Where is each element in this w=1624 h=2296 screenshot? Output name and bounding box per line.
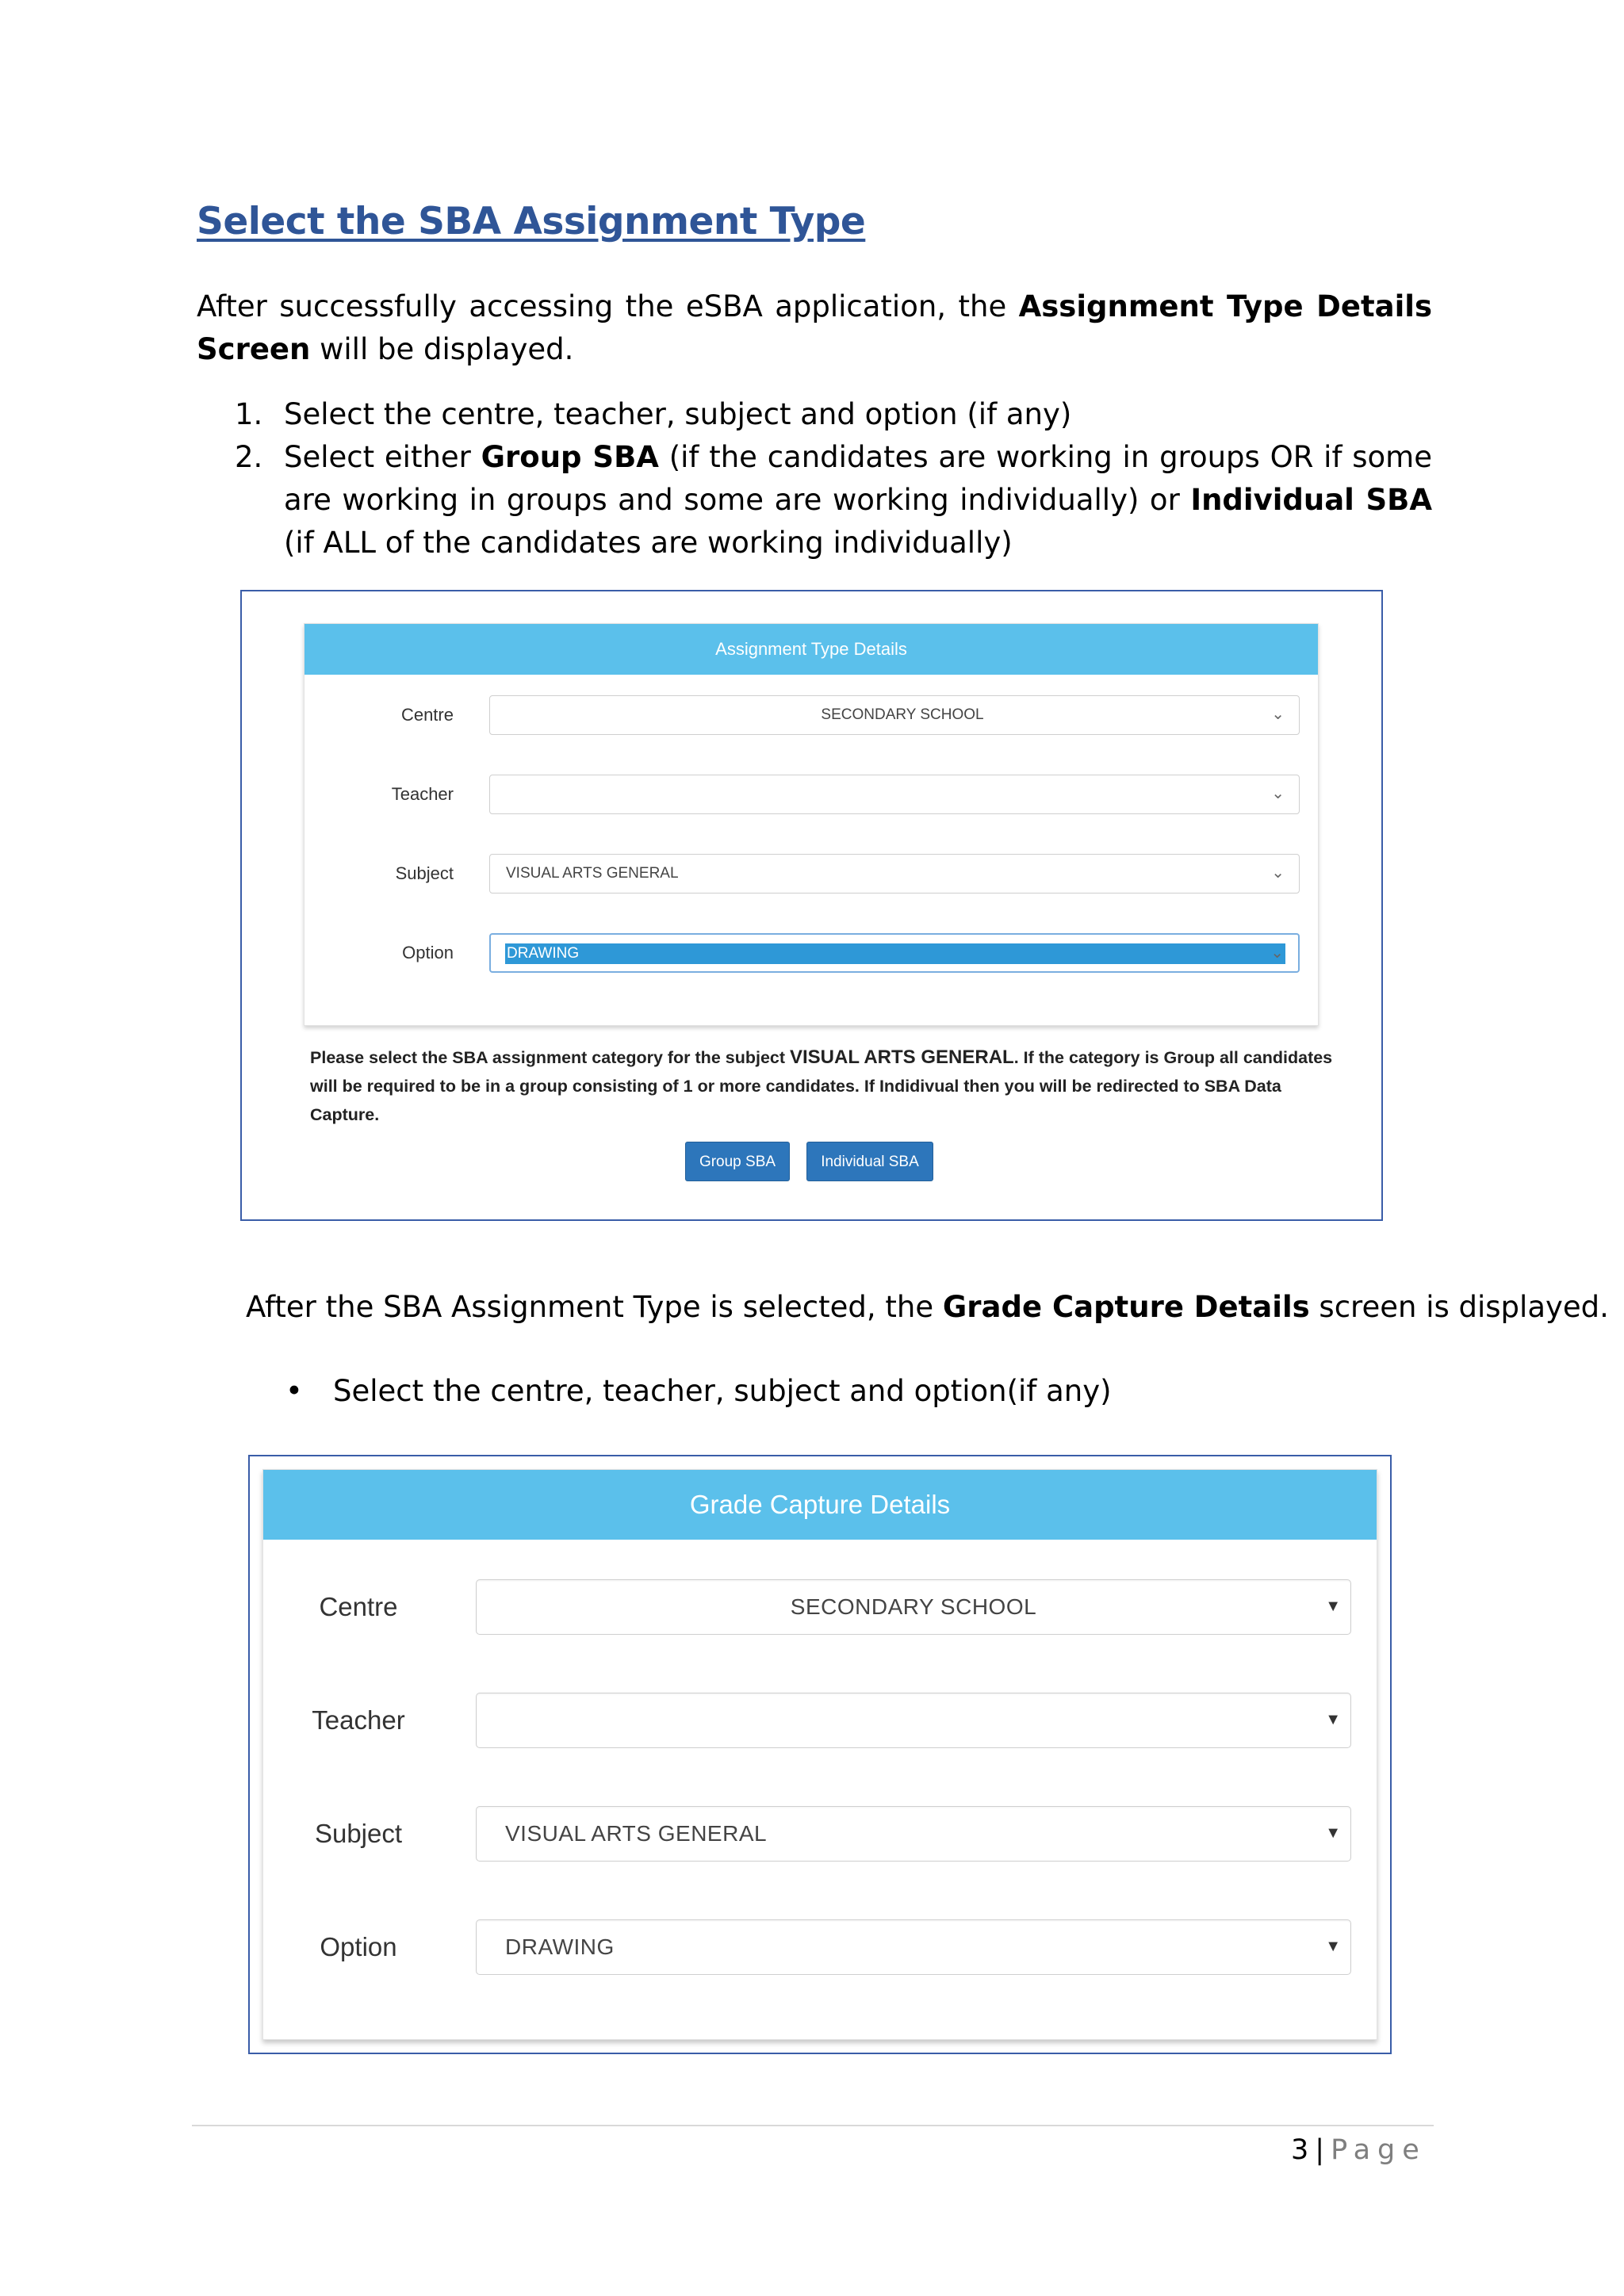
page-label: Page [1331, 2134, 1427, 2166]
step-2-bold-2: Individual SBA [1190, 483, 1433, 517]
step-1-number: 1. [235, 397, 263, 431]
subject-row [304, 854, 1318, 894]
assignment-type-panel [304, 623, 1319, 1026]
caret-down-icon: ▼ [1325, 1824, 1341, 1842]
gc-teacher-row [263, 1693, 1377, 1748]
centre-row [304, 695, 1318, 735]
gc-centre-label: Centre [319, 1592, 398, 1621]
gc-teacher-value [477, 1708, 505, 1732]
teacher-row [304, 775, 1318, 814]
centre-select[interactable] [489, 695, 1300, 735]
gc-teacher-select[interactable] [476, 1693, 1351, 1748]
gc-subject-row [263, 1806, 1377, 1862]
step-2-text-2: (if the candidates are working in groups OR if some are working in groups and some are working individually) or [284, 440, 1432, 517]
gc-subject-label: Subject [314, 1819, 403, 1848]
group-sba-button[interactable]: Group SBA [685, 1142, 790, 1181]
caret-down-icon: ▼ [1325, 1938, 1341, 1955]
page-footer [1291, 2130, 1427, 2171]
option-label: Option [402, 943, 454, 962]
chevron-down-icon: ⌄ [1271, 864, 1285, 882]
assignment-category-note [310, 1043, 1333, 1129]
gc-centre-select[interactable] [476, 1579, 1351, 1635]
intro-bold: Assignment Type Details Screen [197, 289, 1432, 366]
option-row [304, 933, 1318, 973]
teacher-label: Teacher [391, 784, 454, 804]
centre-label: Centre [400, 705, 454, 725]
note-text-2: . If the category is Group all candidates will be required to be in a group consisting of 1 or more candidates. If Indidivual then you will be redirected to SBA Data Capture. [310, 1048, 1333, 1124]
gc-option-value: DRAWING [505, 1934, 615, 1959]
intro-text-2: will be displayed. [310, 332, 574, 366]
step-2-text-3: (if ALL of the candidates are working individually) [284, 526, 1013, 560]
step-2-text-1: Select either [284, 440, 481, 474]
intro-text-1: After successfully accessing the eSBA application, the [197, 289, 1019, 323]
caret-down-icon: ▼ [1325, 1598, 1341, 1615]
step-2-text [284, 436, 1432, 564]
after-text-2: screen is displayed. [1309, 1290, 1609, 1324]
gc-option-label: Option [320, 1932, 397, 1961]
after-bold: Grade Capture Details [942, 1290, 1310, 1324]
grade-capture-screenshot [248, 1455, 1392, 2054]
caret-down-icon: ▼ [1325, 1711, 1341, 1728]
gc-centre-value: SECONDARY SCHOOL [790, 1594, 1037, 1619]
page-separator: | [1315, 2134, 1325, 2166]
subject-value: VISUAL ARTS GENERAL [506, 865, 679, 882]
option-value-highlighted: DRAWING [505, 943, 1285, 964]
individual-sba-button[interactable]: Individual SBA [806, 1142, 933, 1181]
grade-capture-panel [262, 1469, 1377, 2040]
gc-subject-value: VISUAL ARTS GENERAL [505, 1821, 768, 1846]
step-1-text: Select the centre, teacher, subject and option (if any) [284, 397, 1072, 431]
centre-value: SECONDARY SCHOOL [821, 706, 984, 723]
chevron-down-icon: ⌄ [1271, 706, 1285, 723]
teacher-value [490, 786, 506, 802]
chevron-down-icon: ⌄ [1270, 944, 1284, 962]
gc-teacher-label: Teacher [312, 1705, 405, 1735]
section-title: Select the SBA Assignment Type [197, 200, 866, 243]
gc-subject-select[interactable] [476, 1806, 1351, 1862]
option-select[interactable] [489, 933, 1300, 973]
bullet-glyph: • [285, 1374, 303, 1408]
subject-select[interactable] [489, 854, 1300, 894]
assignment-type-header: Assignment Type Details [304, 624, 1318, 675]
page-number: 3 [1291, 2134, 1309, 2166]
assignment-type-screenshot [240, 590, 1383, 1221]
gc-centre-row [263, 1579, 1377, 1635]
gc-option-select[interactable] [476, 1919, 1351, 1975]
footer-divider [192, 2125, 1434, 2126]
step-2-number: 2. [235, 440, 263, 474]
after-paragraph [246, 1286, 1609, 1329]
intro-paragraph [197, 285, 1432, 371]
gc-option-row [263, 1919, 1377, 1975]
step-2-bold-1: Group SBA [481, 440, 659, 474]
teacher-select[interactable] [489, 775, 1300, 814]
after-text-1: After the SBA Assignment Type is selected, the [246, 1290, 943, 1324]
chevron-down-icon: ⌄ [1271, 785, 1285, 802]
note-text-1: Please select the SBA assignment category for the subject [310, 1048, 790, 1067]
subject-label: Subject [395, 863, 454, 883]
note-subject: VISUAL ARTS GENERAL [790, 1047, 1014, 1068]
bullet-text: Select the centre, teacher, subject and option(if any) [333, 1374, 1112, 1408]
grade-capture-header: Grade Capture Details [263, 1470, 1377, 1540]
